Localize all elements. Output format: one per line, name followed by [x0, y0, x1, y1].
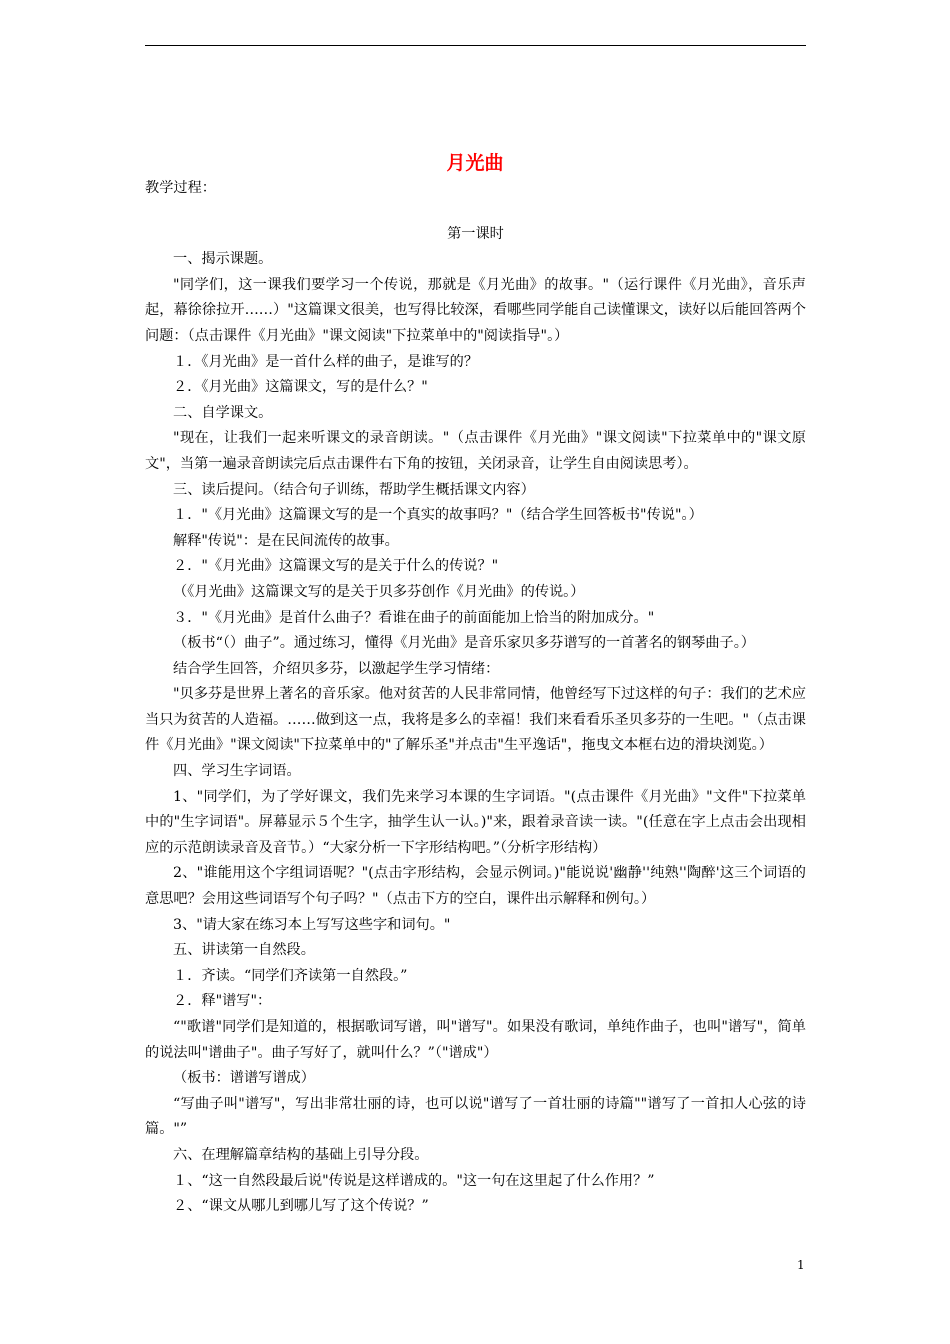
paragraph: １、“这一自然段最后说"传说是这样谱成的。"这一句在这里起了什么作用？”: [173, 1172, 655, 1189]
paragraph: 二、自学课文。: [173, 404, 273, 421]
paragraph: 四、学习生字词语。: [173, 763, 301, 780]
paragraph: １．"《月光曲》这篇课文写的是一个真实的故事吗？"（结合学生回答板书"传说"。）: [173, 507, 703, 524]
page-number: 1: [797, 1258, 805, 1272]
paragraph: 2、"谁能用这个字组词语呢？"(点击字形结构，会显示例词。)"能说说'幽静''纯熟''陶醉'这三个词语的意思吧？会用这些词语写个句子吗？"（点击下方的空白，课件出示解释和例句。）: [145, 865, 806, 908]
document-body: [145, 176, 806, 1220]
paragraph: １．齐读。“同学们齐读第一自然段。”: [173, 967, 408, 984]
paragraph: ２．《月光曲》这篇课文，写的是什么？": [173, 379, 428, 396]
paragraph: "现在，让我们一起来听课文的录音朗读。"（点击课件《月光曲》"课文阅读"下拉菜单中的"课文原文"，当第一遍录音朗读完后点击课件右下角的按钮，关闭录音，让学生自由阅读思考）。: [145, 430, 806, 472]
paragraph: ２．"《月光曲》这篇课文写的是关于什么的传说？": [173, 558, 499, 575]
paragraph: “"歌谱"同学们是知道的，根据歌词写谱，叫"谱写"。如果没有歌词，单纯作曲子，也叫"谱写"，简单的说法叫"谱曲子"。曲子写好了，就叫什么？”（"谱成"）: [145, 1019, 806, 1061]
paragraph: "同学们，这一课我们要学习一个传说，那就是《月光曲》的故事。"（运行课件《月光曲》，音乐声起，幕徐徐拉开……）"这篇课文很美，也写得比较深，看哪些同学能自己读懂课文，读好以后能回答两个问题：（点击课件《月光曲》"课文阅读"下拉菜单中的"阅读指导"。）: [145, 276, 806, 344]
paragraph: ３．"《月光曲》是首什么曲子？看谁在曲子的前面能加上恰当的附加成分。": [173, 609, 655, 626]
paragraph: １．《月光曲》是一首什么样的曲子，是谁写的？: [173, 353, 479, 370]
paragraph: 3、"请大家在练习本上写写这些字和词句。": [173, 916, 451, 933]
paragraph: ２、“课文从哪儿到哪儿写了这个传说？”: [173, 1198, 429, 1215]
paragraph: “写曲子叫"谱写"，写出非常壮丽的诗，也可以说"谱写了一首壮丽的诗篇""谱写了一首扣人心弦的诗篇。"”: [145, 1095, 806, 1138]
paragraph: 六、在理解篇章结构的基础上引导分段。: [173, 1146, 429, 1163]
paragraph: （板书：谱谱写谱成）: [173, 1070, 315, 1087]
paragraph: 1、"同学们，为了学好课文，我们先来学习本课的生字词语。"(点击课件《月光曲》"文件"下拉菜单中的"生字词语"。屏幕显示５个生字，抽学生认一认。)"来，跟着录音读一读。"(任意在字上点击会出现相应的示范朗读录音及音节。）“大家分析一下字形结构吧。”（分析字形结构）: [145, 788, 806, 856]
section-heading: 教学过程：: [145, 180, 216, 196]
header-rule: [145, 45, 806, 46]
paragraph: 五、讲读第一自然段。: [173, 942, 315, 959]
paragraph: "贝多芬是世界上著名的音乐家。他对贫苦的人民非常同情，他曾经写下过这样的句子：我们的艺术应当只为贫苦的人造福。……做到这一点，我将是多么的幸福！我们来看看乐圣贝多芬的一生吧。"（点击课件《月光曲》"课文阅读"下拉菜单中的"了解乐圣"并点击"生平逸话"，拖曳文本框右边的滑块浏览。）: [145, 686, 806, 754]
paragraph: 结合学生回答，介绍贝多芬，以激起学生学习情绪：: [173, 660, 500, 677]
lesson-heading: 第一课时: [447, 225, 504, 242]
paragraph: （《月光曲》这篇课文写的是关于贝多芬创作《月光曲》的传说。）: [173, 583, 585, 600]
document-title: 月光曲: [446, 152, 504, 174]
paragraph: 一、揭示课题。: [173, 251, 273, 268]
paragraph: 三、读后提问。（结合句子训练，帮助学生概括课文内容）: [173, 481, 535, 498]
paragraph: 解释"传说"：是在民间流传的故事。: [173, 532, 399, 549]
paragraph: ２．释"谱写"：: [173, 993, 272, 1010]
paragraph: （板书“（）曲子”。通过练习，懂得《月光曲》是音乐家贝多芬谱写的一首著名的钢琴曲子。）: [173, 635, 755, 652]
